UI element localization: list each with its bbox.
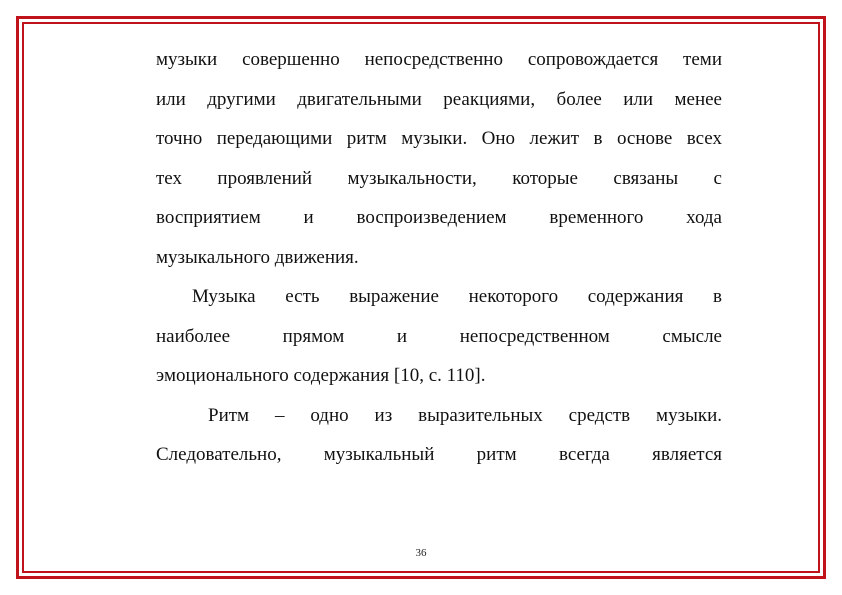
page-number: 36 bbox=[415, 547, 427, 559]
text-line-6: музыкального движения. bbox=[156, 246, 359, 268]
text-line-9: эмоционального содержания [10, с. 110]. bbox=[156, 365, 486, 386]
document-body bbox=[156, 40, 722, 475]
text-line-11: Следовательно, музыкальный ритм всегда является bbox=[156, 444, 722, 465]
text-line-4: тех проявлений музыкальности, которые связаны с bbox=[156, 167, 722, 189]
text-line-2: или другими двигательными реакциями, более или менее bbox=[156, 88, 722, 110]
text-line-1: музыки совершенно непосредственно сопровождается теми bbox=[156, 49, 722, 70]
text-line-5: восприятием и воспроизведением временного хода bbox=[156, 207, 722, 228]
text-line-3: точно передающими ритм музыки. Оно лежит в основе всех bbox=[156, 128, 722, 149]
text-line-8: наиболее прямом и непосредственном смысле bbox=[156, 325, 722, 347]
text-line-10: Ритм – одно из выразительных средств музыки. bbox=[208, 404, 722, 426]
text-line-7: Музыка есть выражение некоторого содержания в bbox=[192, 286, 722, 307]
